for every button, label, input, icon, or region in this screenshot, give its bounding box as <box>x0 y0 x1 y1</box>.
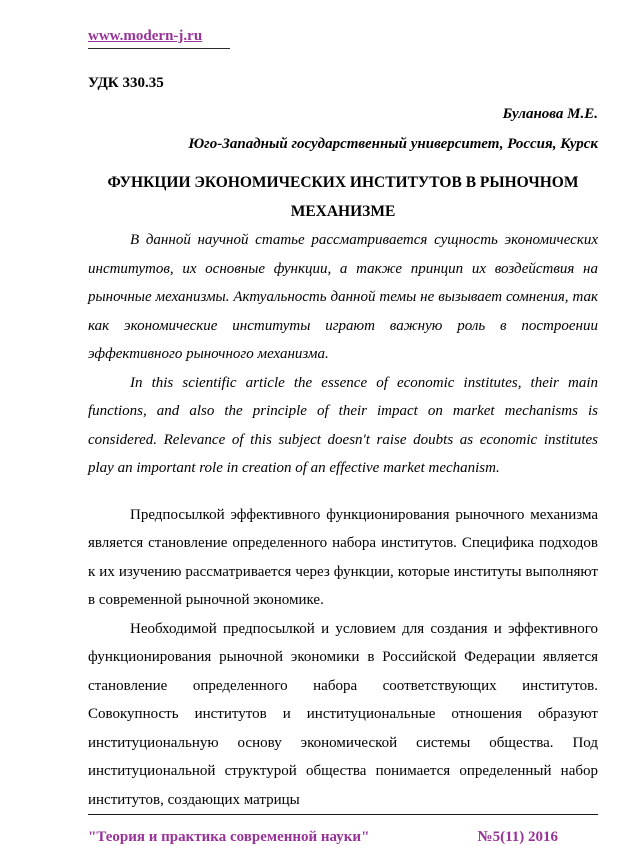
body-paragraph: Необходимой предпосылкой и условием для создания и эффективного функционирования рыночной экономики в Российской Федерации является становление определенного набора соответствующих институтов. Совокупность институтов и институциональные отношения образуют институциональную основу экономической системы общества. Под институциональной структурой общества понимается определенный набор институтов, создающих матрицы <box>88 620 598 808</box>
header-divider <box>88 48 230 49</box>
abstract-english: In this scientific article the essence of economic institutes, their main functions, and also the principle of their impact on market mechanisms is considered. Relevance of this subject doesn't raise doubts as economic institutes play an important role in creation of an effective market mechanism. <box>88 374 598 477</box>
udk-code: УДК 330.35 <box>88 75 164 91</box>
site-url-link[interactable]: www.modern-j.ru <box>88 28 203 44</box>
abstract-russian: В данной научной статье рассматривается сущность экономических институтов, их основные функции, а также принцип их воздействия на рыночные механизмы. Актуальность данной темы не вызывает сомнения, так как экономические институты играют важную роль в построении эффективного рыночного механизма. <box>88 232 598 363</box>
journal-title: "Теория и практика современной науки" <box>88 829 370 846</box>
page-footer <box>88 814 598 846</box>
issue-number: №5(11) 2016 <box>477 829 558 846</box>
article-title: ФУНКЦИИ ЭКОНОМИЧЕСКИХ ИНСТИТУТОВ В РЫНОЧНОМ МЕХАНИЗМЕ <box>107 174 579 220</box>
page-header <box>88 28 598 49</box>
author-affiliation: Юго-Западный государственный университет, Россия, Курск <box>188 135 598 152</box>
author-name: Буланова М.Е. <box>502 106 598 122</box>
body-paragraph: Предпосылкой эффективного функционирования рыночного механизма является становление определенного набора институтов. Специфика подходов к их изучению рассматривается через функции, которые институты выполняют в современной рыночной экономике. <box>88 506 598 609</box>
